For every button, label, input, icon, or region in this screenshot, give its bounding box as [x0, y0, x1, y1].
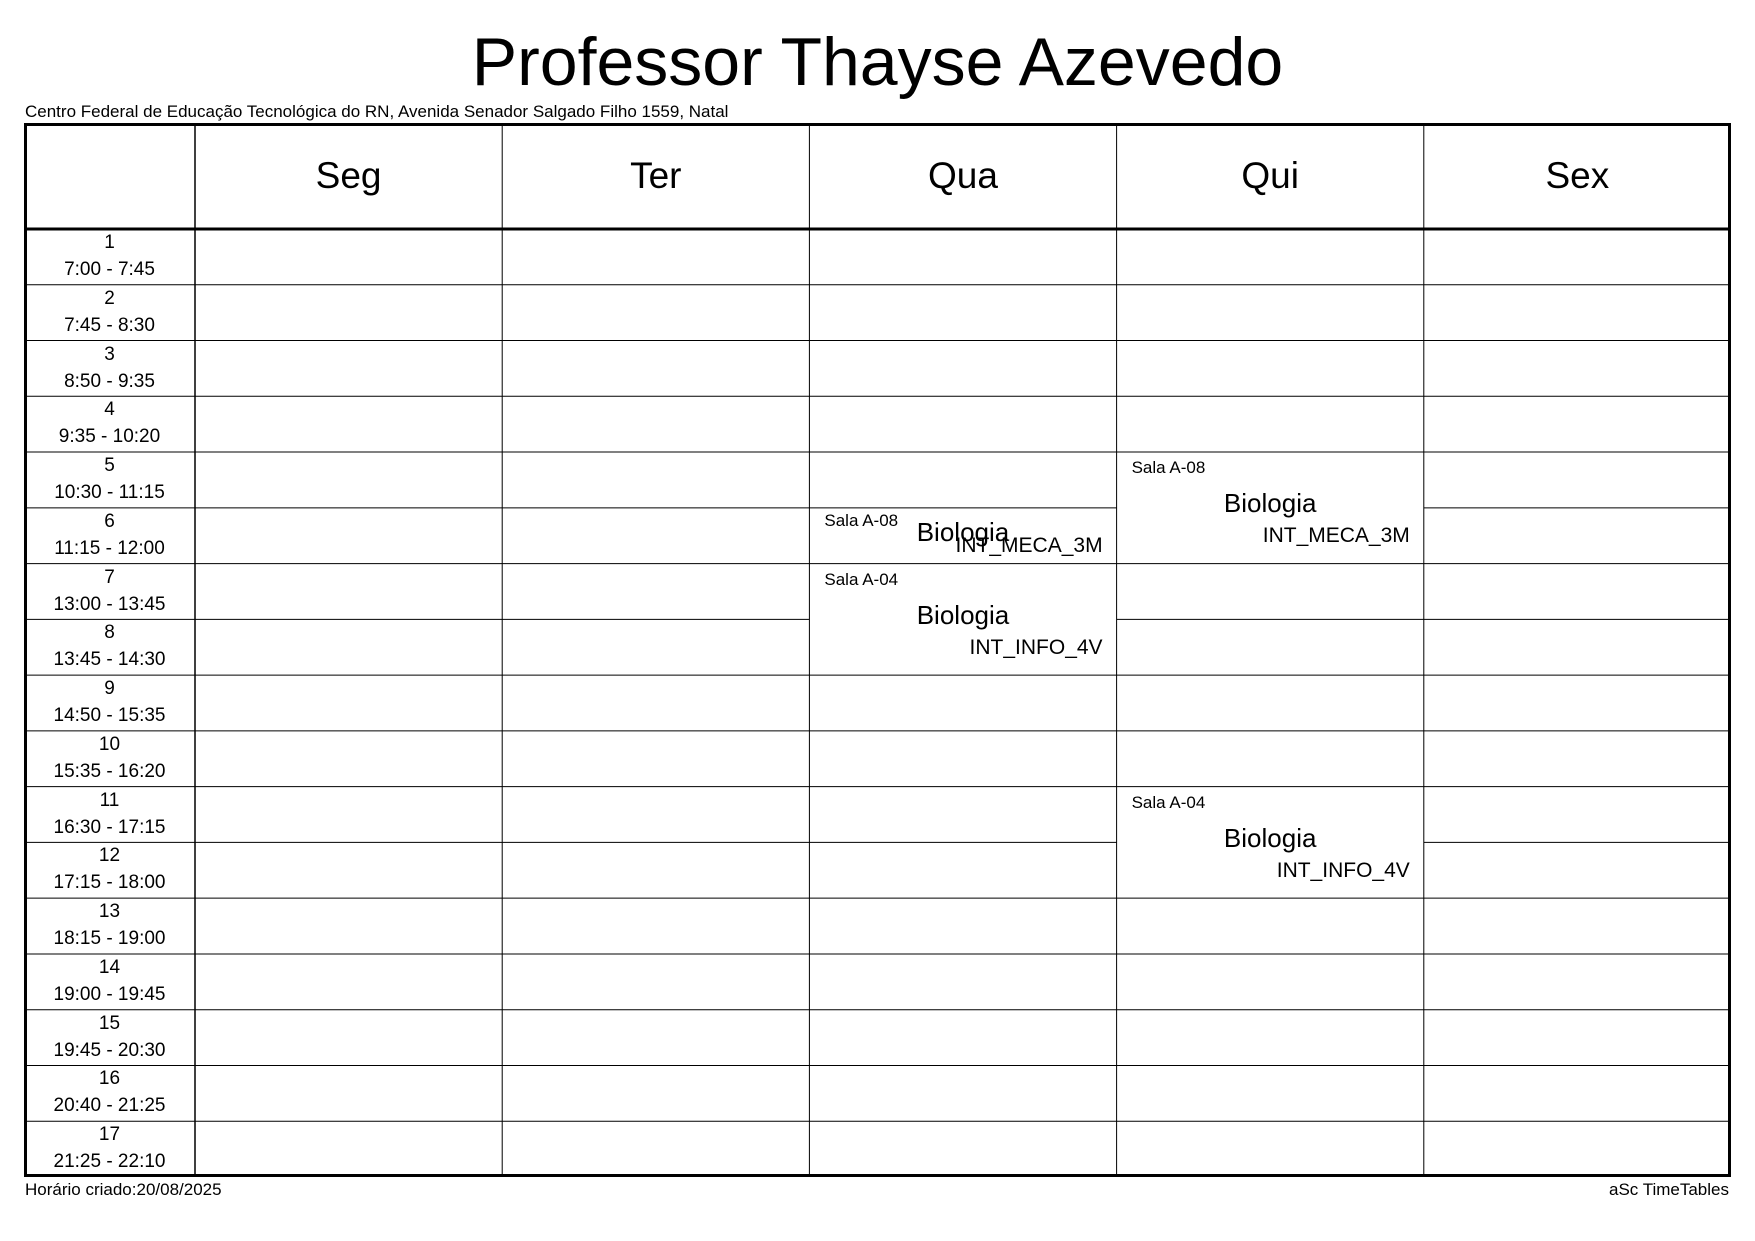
period-number: 1 [104, 232, 115, 253]
period-number: 9 [104, 678, 115, 700]
period-label [24, 396, 195, 450]
lesson-class: INT_INFO_4V [1276, 858, 1410, 882]
period-label [24, 508, 195, 562]
period-label [24, 787, 195, 841]
period-time: 18:15 - 19:00 [53, 928, 166, 950]
period-time: 15:35 - 16:20 [53, 760, 166, 782]
day-header: Sex [1545, 155, 1610, 196]
period-number: 5 [104, 455, 115, 477]
page-title: Professor Thayse Azevedo [471, 24, 1284, 100]
period-number: 8 [104, 622, 115, 644]
lesson-card[interactable] [809, 508, 1116, 564]
period-number: 2 [104, 287, 115, 309]
period-time: 19:45 - 20:30 [53, 1039, 166, 1061]
period-number: 4 [104, 399, 115, 421]
lesson-card[interactable] [1117, 787, 1424, 899]
day-header: Seg [315, 155, 382, 196]
lesson-room: Sala A-04 [1131, 792, 1206, 812]
period-label [24, 564, 195, 618]
period-label [24, 1121, 195, 1175]
period-number: 16 [98, 1068, 121, 1090]
period-label [24, 619, 195, 673]
period-time: 20:40 - 21:25 [53, 1095, 166, 1117]
period-number: 14 [98, 956, 121, 978]
period-number: 13 [98, 901, 121, 923]
period-time: 8:50 - 9:35 [64, 370, 155, 392]
day-header: Qua [928, 155, 998, 196]
period-time: 10:30 - 11:15 [54, 482, 165, 504]
period-time: 11:15 - 12:00 [54, 537, 165, 559]
period-number: 6 [104, 510, 115, 532]
period-label [24, 229, 195, 283]
period-time: 9:35 - 10:20 [58, 426, 161, 448]
period-time: 16:30 - 17:15 [53, 816, 166, 838]
lesson-class: INT_INFO_4V [969, 635, 1103, 659]
period-time: 19:00 - 19:45 [53, 983, 166, 1005]
lesson-room: Sala A-04 [824, 569, 899, 589]
lesson-room: Sala A-08 [824, 510, 899, 530]
period-time: 14:50 - 15:35 [53, 705, 166, 727]
period-label [24, 898, 195, 952]
period-number: 7 [104, 566, 115, 588]
period-time: 13:00 - 13:45 [53, 593, 166, 615]
lesson-card[interactable] [809, 564, 1116, 676]
lesson-subject: Biologia [1223, 488, 1317, 519]
period-label [24, 954, 195, 1008]
day-header: Qui [1241, 155, 1299, 196]
period-time: 7:00 - 7:45 [64, 259, 155, 280]
period-label [24, 341, 195, 395]
school-address: Centro Federal de Educação Tecnológica do RN, Avenida Senador Salgado Filho 1559, Natal [25, 102, 729, 121]
period-label [24, 452, 195, 506]
period-label [24, 1010, 195, 1064]
lesson-room: Sala A-08 [1131, 458, 1206, 478]
period-label [24, 675, 195, 729]
day-header: Ter [630, 155, 682, 196]
timetable-grid [24, 123, 1731, 1177]
period-number: 15 [98, 1012, 121, 1034]
period-label [24, 731, 195, 785]
period-number: 17 [98, 1124, 121, 1146]
lesson-class: INT_MECA_3M [1262, 524, 1410, 548]
period-time: 21:25 - 22:10 [53, 1151, 166, 1173]
period-number: 12 [98, 845, 121, 867]
period-label [24, 842, 195, 896]
lesson-subject: Biologia [1223, 822, 1317, 853]
period-time: 17:15 - 18:00 [53, 872, 166, 894]
period-number: 10 [98, 733, 121, 755]
lesson-class: INT_MECA_3M [955, 533, 1103, 557]
software-credit: aSc TimeTables [1609, 1180, 1729, 1199]
period-time: 7:45 - 8:30 [64, 314, 155, 336]
period-number: 3 [104, 343, 115, 365]
lesson-card[interactable] [1117, 452, 1424, 564]
created-date: Horário criado:20/08/2025 [25, 1180, 222, 1199]
lesson-subject: Biologia [916, 599, 1010, 630]
period-time: 13:45 - 14:30 [53, 649, 166, 671]
period-label [24, 285, 195, 339]
period-number: 11 [99, 789, 120, 811]
lesson-subject: Biologia [916, 516, 1010, 547]
period-label [24, 1065, 195, 1119]
